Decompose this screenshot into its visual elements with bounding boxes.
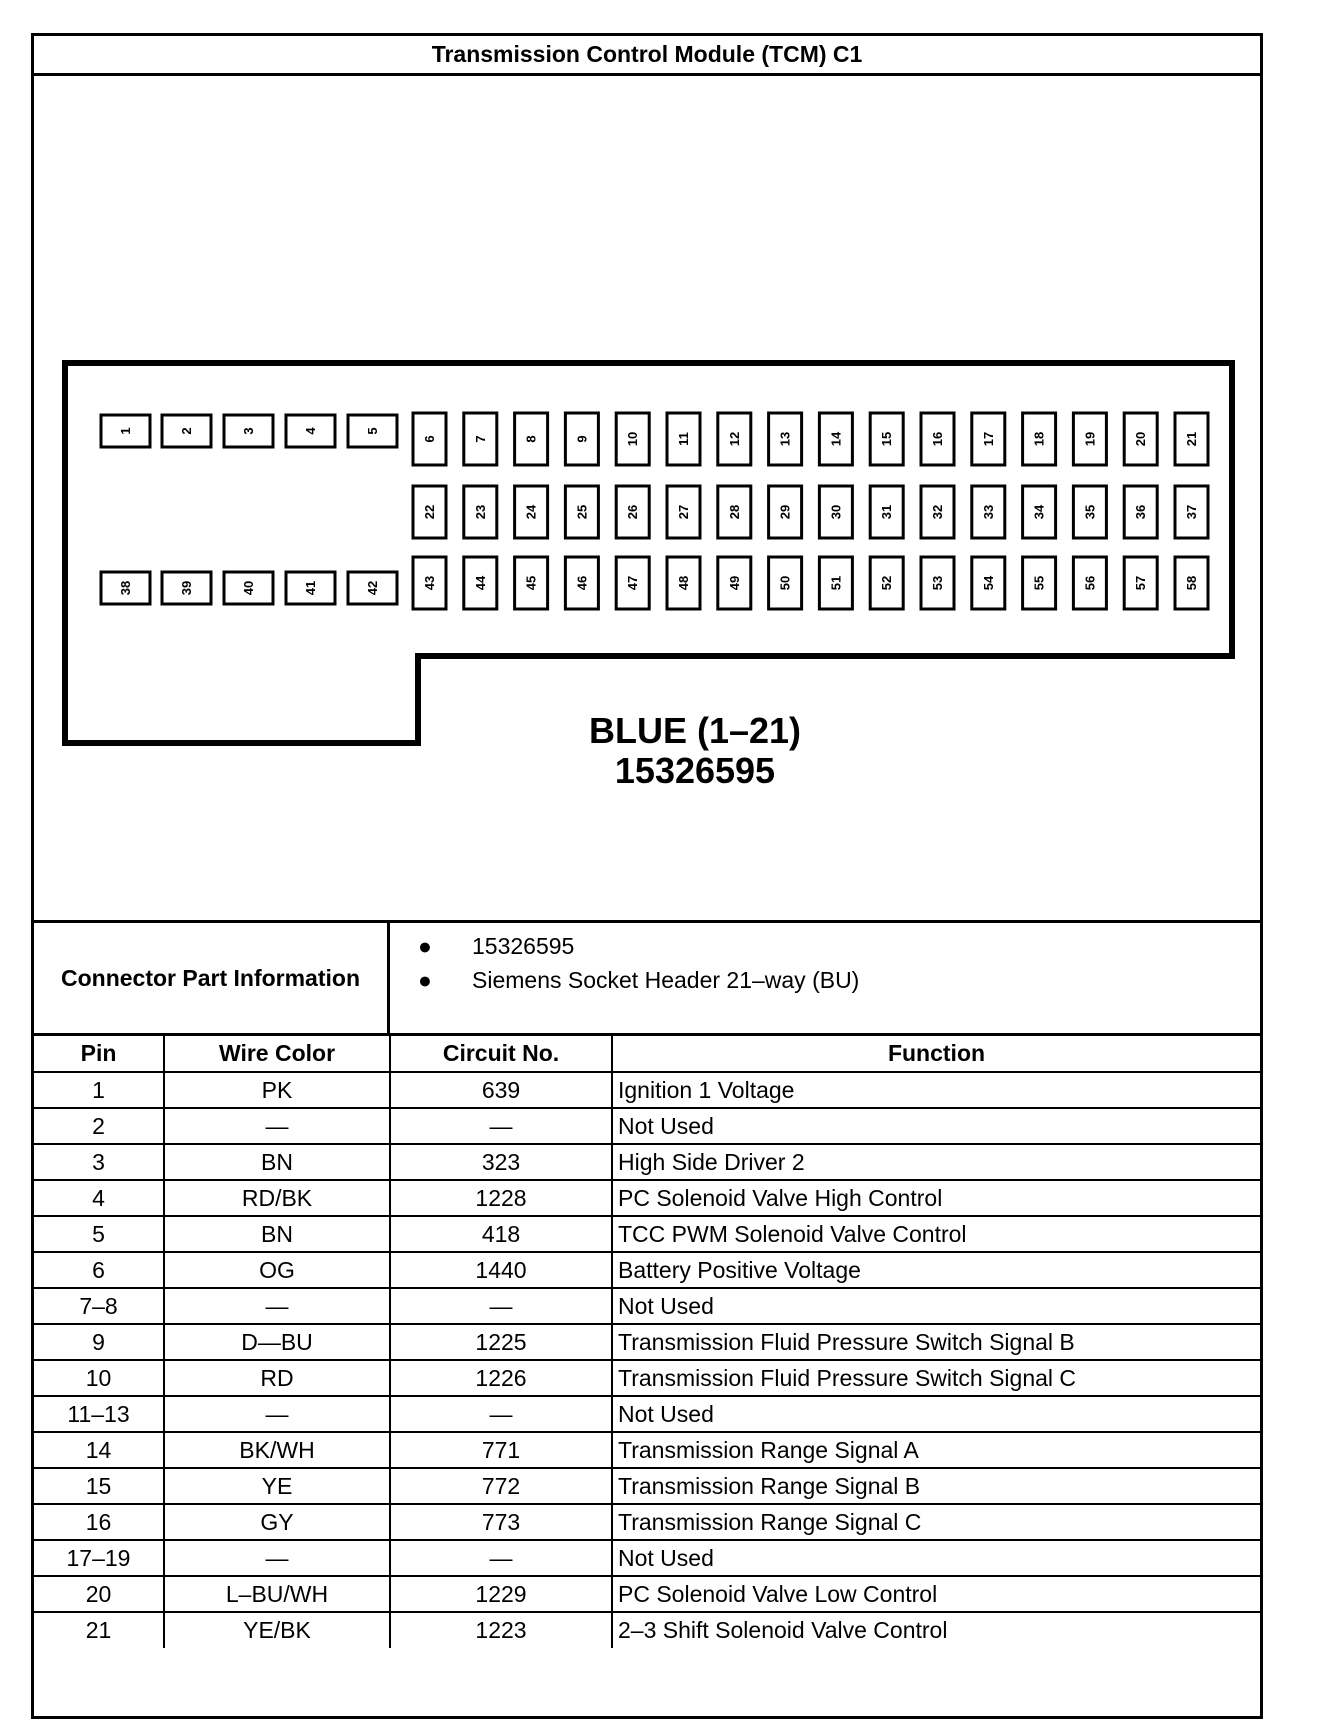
table-row: [34, 1180, 1260, 1216]
table-row: [34, 1288, 1260, 1324]
pin-cavity: [101, 415, 150, 447]
pin-cavity: [921, 486, 954, 538]
cell-circuit-no: 418: [390, 1216, 612, 1252]
cell-pin: 5: [34, 1216, 164, 1252]
pin-number: 47: [625, 575, 641, 591]
cell-circuit-no: 1226: [390, 1360, 612, 1396]
pin-number: 27: [676, 504, 691, 520]
cell-wire-color: L–BU/WH: [164, 1576, 390, 1612]
pin-number: 12: [726, 431, 742, 447]
cell-wire-color: YE: [164, 1468, 390, 1504]
pin-number: 44: [472, 575, 488, 591]
cell-wire-color: OG: [164, 1252, 390, 1288]
cell-wire-color: YE/BK: [164, 1612, 390, 1648]
pin-cavity: [565, 413, 598, 465]
pin-cavity: [101, 572, 150, 604]
pin-number: 18: [1031, 431, 1047, 447]
pin-cavity: [616, 486, 649, 538]
pin-cavity: [718, 557, 751, 609]
cell-function: Transmission Fluid Pressure Switch Signal C: [612, 1360, 1260, 1396]
cell-circuit-no: —: [390, 1396, 612, 1432]
pin-number: 45: [523, 575, 539, 591]
cell-pin: 6: [34, 1252, 164, 1288]
pin-cavity: [286, 415, 335, 447]
pin-cavity: [162, 572, 211, 604]
pin-cavity: [769, 557, 802, 609]
pin-number: 48: [676, 575, 691, 591]
cell-pin: 15: [34, 1468, 164, 1504]
connector-part-info: [34, 920, 1260, 1036]
cell-circuit-no: 773: [390, 1504, 612, 1540]
pin-number: 19: [1082, 431, 1098, 447]
pin-number: 21: [1184, 431, 1199, 447]
cell-wire-color: —: [164, 1540, 390, 1576]
cell-circuit-no: 639: [390, 1072, 612, 1108]
header-wire-color: Wire Color: [164, 1036, 390, 1072]
pin-cavity: [870, 413, 903, 465]
pin-number: 23: [472, 504, 488, 520]
bullet-icon: ●: [418, 933, 432, 959]
pin-number: 34: [1031, 504, 1047, 520]
pin-cavity: [464, 557, 497, 609]
pin-number: 41: [303, 580, 318, 596]
pin-number: 22: [422, 504, 437, 520]
pin-number: 5: [365, 427, 380, 435]
pin-number: 13: [777, 431, 793, 447]
table-row: [34, 1504, 1260, 1540]
pin-number: 16: [930, 431, 945, 447]
pin-cavity: [348, 572, 397, 604]
pin-cavity: [972, 557, 1005, 609]
cell-circuit-no: —: [390, 1540, 612, 1576]
pin-cavity: [972, 413, 1005, 465]
pin-cavity: [870, 486, 903, 538]
pin-number: 24: [523, 504, 539, 520]
cell-pin: 9: [34, 1324, 164, 1360]
connector-sheet: [31, 33, 1263, 1719]
pin-cavity: [1023, 486, 1056, 538]
pin-cavity: [413, 413, 446, 465]
pin-number: 2: [179, 427, 194, 435]
pin-cavity: [286, 572, 335, 604]
cell-pin: 21: [34, 1612, 164, 1648]
pin-cavity: [1175, 486, 1208, 538]
pin-cavity: [819, 486, 852, 538]
cell-circuit-no: 1440: [390, 1252, 612, 1288]
pin-cavity: [515, 557, 548, 609]
cell-function: Not Used: [612, 1108, 1260, 1144]
table-row: [34, 1396, 1260, 1432]
pin-cavity: [413, 486, 446, 538]
cell-circuit-no: 771: [390, 1432, 612, 1468]
pin-number: 8: [523, 435, 539, 443]
pin-number: 58: [1184, 575, 1199, 591]
connector-diagram: [34, 76, 1260, 920]
pin-cavity: [819, 413, 852, 465]
pin-cavity: [1073, 486, 1106, 538]
pin-number: 6: [422, 435, 437, 443]
cell-pin: 16: [34, 1504, 164, 1540]
pin-number: 40: [241, 580, 256, 596]
pin-number: 30: [828, 504, 844, 520]
cell-function: High Side Driver 2: [612, 1144, 1260, 1180]
cell-function: PC Solenoid Valve High Control: [612, 1180, 1260, 1216]
pin-number: 52: [879, 575, 895, 591]
pin-number: 54: [980, 575, 996, 591]
bullet-icon: ●: [418, 967, 432, 993]
table-header-row: [34, 1036, 1260, 1072]
cell-circuit-no: 323: [390, 1144, 612, 1180]
pin-number: 32: [930, 504, 945, 520]
table-row: [34, 1576, 1260, 1612]
table-row: [34, 1216, 1260, 1252]
pin-cavity: [1073, 413, 1106, 465]
cell-pin: 7–8: [34, 1288, 164, 1324]
pin-number: 51: [828, 575, 844, 591]
table-row: [34, 1108, 1260, 1144]
cell-wire-color: —: [164, 1108, 390, 1144]
pin-cavity: [1073, 557, 1106, 609]
cell-pin: 11–13: [34, 1396, 164, 1432]
table-row: [34, 1612, 1260, 1648]
pin-number: 38: [118, 580, 133, 596]
pin-number: 31: [879, 504, 895, 520]
connector-label: [34, 711, 1294, 791]
cell-wire-color: —: [164, 1288, 390, 1324]
pin-number: 1: [118, 427, 133, 435]
pin-number: 56: [1082, 575, 1098, 591]
cell-function: Not Used: [612, 1396, 1260, 1432]
pin-number: 42: [365, 580, 380, 596]
cell-wire-color: PK: [164, 1072, 390, 1108]
pin-cavity: [1023, 557, 1056, 609]
cell-function: TCC PWM Solenoid Valve Control: [612, 1216, 1260, 1252]
pin-cavity: [616, 413, 649, 465]
pin-cavity: [718, 486, 751, 538]
pin-cavity: [348, 415, 397, 447]
pin-cavity: [1175, 413, 1208, 465]
pin-cavity: [718, 413, 751, 465]
cell-circuit-no: 1229: [390, 1576, 612, 1612]
pin-number: 37: [1184, 504, 1199, 520]
cell-function: Not Used: [612, 1540, 1260, 1576]
cell-wire-color: —: [164, 1396, 390, 1432]
pin-number: 26: [625, 504, 641, 520]
pin-number: 11: [676, 432, 691, 446]
table-row: [34, 1432, 1260, 1468]
cell-wire-color: RD/BK: [164, 1180, 390, 1216]
pin-number: 4: [303, 427, 318, 435]
pin-number: 46: [574, 575, 590, 591]
pin-cavity: [1175, 557, 1208, 609]
connector-color-label: BLUE (1–21): [588, 710, 802, 751]
pin-cavity: [224, 572, 273, 604]
part-info-list: [418, 929, 859, 997]
pin-number: 28: [726, 504, 742, 520]
pin-cavity: [1124, 486, 1157, 538]
header-pin: Pin: [34, 1036, 164, 1072]
pin-cavity: [769, 413, 802, 465]
cell-circuit-no: 1225: [390, 1324, 612, 1360]
table-row: [34, 1144, 1260, 1180]
cell-pin: 3: [34, 1144, 164, 1180]
pin-number: 17: [980, 431, 996, 447]
pinout-table: [34, 1036, 1260, 1648]
cell-wire-color: BN: [164, 1144, 390, 1180]
table-row: [34, 1072, 1260, 1108]
pin-cavity: [515, 486, 548, 538]
pin-number: 55: [1031, 575, 1047, 591]
table-row: [34, 1540, 1260, 1576]
cell-function: Ignition 1 Voltage: [612, 1072, 1260, 1108]
pin-cavity: [565, 486, 598, 538]
cell-pin: 14: [34, 1432, 164, 1468]
header-function: Function: [612, 1036, 1260, 1072]
pin-cavity: [1124, 557, 1157, 609]
cell-circuit-no: 772: [390, 1468, 612, 1504]
cell-pin: 2: [34, 1108, 164, 1144]
cell-circuit-no: 1223: [390, 1612, 612, 1648]
cell-function: PC Solenoid Valve Low Control: [612, 1576, 1260, 1612]
pin-number: 39: [179, 580, 194, 596]
cell-pin: 10: [34, 1360, 164, 1396]
pin-number: 29: [777, 504, 793, 520]
pin-cavity: [819, 557, 852, 609]
cell-function: Battery Positive Voltage: [612, 1252, 1260, 1288]
pin-cavity: [667, 557, 700, 609]
cell-function: Transmission Range Signal C: [612, 1504, 1260, 1540]
pin-number: 49: [726, 575, 742, 591]
cell-wire-color: BN: [164, 1216, 390, 1252]
table-row: [34, 1360, 1260, 1396]
cell-pin: 17–19: [34, 1540, 164, 1576]
pin-number: 20: [1133, 431, 1149, 447]
cell-function: 2–3 Shift Solenoid Valve Control: [612, 1612, 1260, 1648]
pin-cavity: [972, 486, 1005, 538]
pin-cavity: [667, 413, 700, 465]
pin-number: 57: [1133, 575, 1149, 591]
pin-number: 43: [422, 575, 437, 591]
pin-cavity: [565, 557, 598, 609]
pin-number: 35: [1082, 504, 1098, 520]
table-row: [34, 1468, 1260, 1504]
pin-number: 25: [574, 504, 590, 520]
table-row: [34, 1252, 1260, 1288]
cell-function: Not Used: [612, 1288, 1260, 1324]
cell-circuit-no: —: [390, 1288, 612, 1324]
pin-number: 33: [980, 504, 996, 520]
cell-function: Transmission Range Signal B: [612, 1468, 1260, 1504]
cell-wire-color: GY: [164, 1504, 390, 1540]
cell-wire-color: D—BU: [164, 1324, 390, 1360]
part-info-item: ● 15326595: [418, 929, 859, 963]
cell-circuit-no: 1228: [390, 1180, 612, 1216]
pin-number: 3: [241, 427, 256, 435]
cell-circuit-no: —: [390, 1108, 612, 1144]
cell-function: Transmission Fluid Pressure Switch Signal B: [612, 1324, 1260, 1360]
cell-wire-color: RD: [164, 1360, 390, 1396]
pin-cavity: [162, 415, 211, 447]
pin-number: 14: [828, 431, 844, 447]
cell-pin: 4: [34, 1180, 164, 1216]
cell-pin: 20: [34, 1576, 164, 1612]
header-circuit-no: Circuit No.: [390, 1036, 612, 1072]
connector-face-drawing: [34, 76, 1260, 920]
pin-cavity: [413, 557, 446, 609]
pin-number: 50: [777, 575, 793, 591]
cell-pin: 1: [34, 1072, 164, 1108]
pin-cavity: [870, 557, 903, 609]
pin-cavity: [464, 486, 497, 538]
cell-function: Transmission Range Signal A: [612, 1432, 1260, 1468]
page-title: Transmission Control Module (TCM) C1: [34, 36, 1260, 76]
pin-cavity: [667, 486, 700, 538]
pin-cavity: [769, 486, 802, 538]
table-row: [34, 1324, 1260, 1360]
pin-number: 36: [1133, 504, 1149, 520]
pin-cavity: [1023, 413, 1056, 465]
pin-cavity: [921, 557, 954, 609]
cell-wire-color: BK/WH: [164, 1432, 390, 1468]
pin-number: 15: [879, 431, 895, 447]
pin-cavity: [224, 415, 273, 447]
pin-number: 9: [574, 435, 590, 443]
part-info-label: Connector Part Information: [34, 923, 390, 1033]
pin-cavity: [464, 413, 497, 465]
pin-cavity: [616, 557, 649, 609]
pin-cavity: [515, 413, 548, 465]
pin-number: 53: [930, 575, 945, 591]
pin-number: 10: [625, 431, 641, 447]
part-info-item: ● Siemens Socket Header 21–way (BU): [418, 963, 859, 997]
pin-number: 7: [472, 435, 488, 443]
pin-cavity: [1124, 413, 1157, 465]
connector-part-number: 15326595: [614, 750, 776, 791]
pin-cavity: [921, 413, 954, 465]
